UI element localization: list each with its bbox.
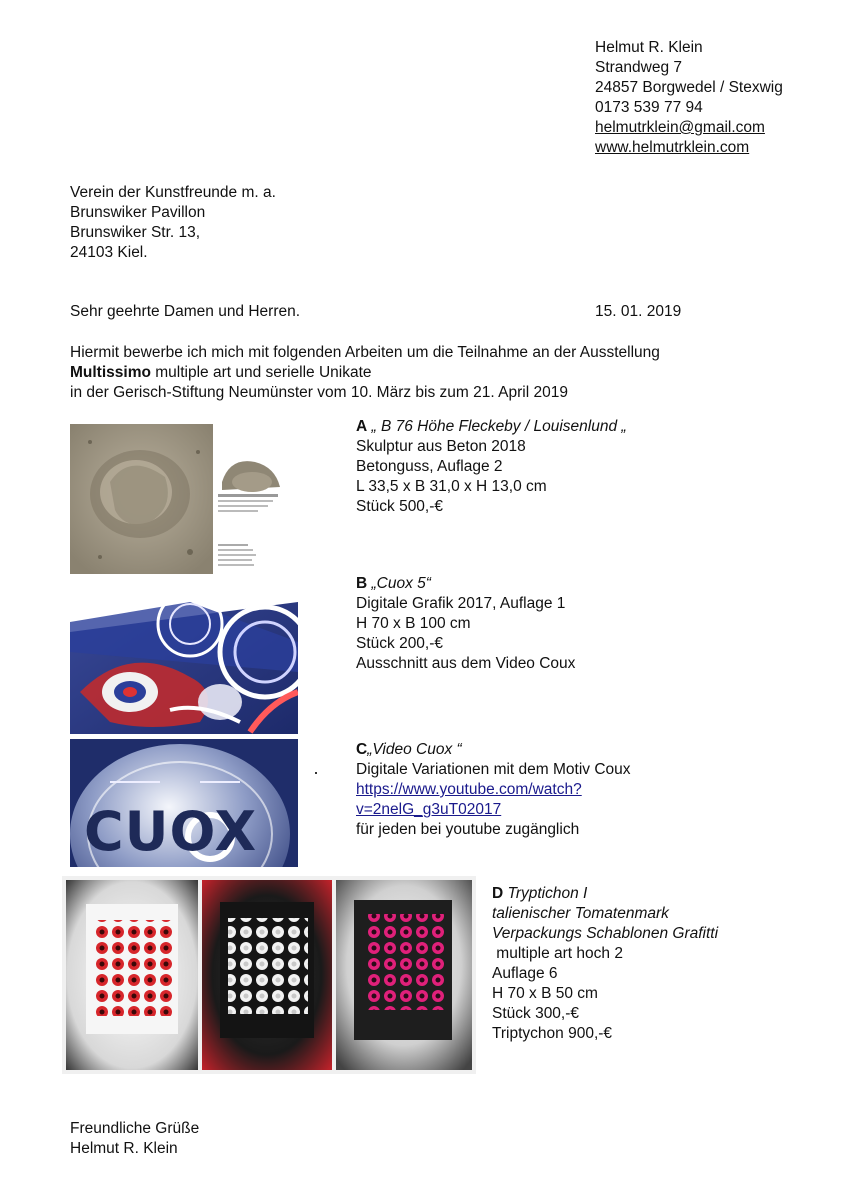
- work-c-letter: C: [356, 741, 368, 758]
- intro-line-1: Hiermit bewerbe ich mich mit folgenden Arbeiten um die Teilnahme an der Ausstellung: [70, 344, 660, 361]
- work-d-title: Tryptichon I: [503, 885, 588, 902]
- work-d-line-4: Auflage 6: [492, 965, 558, 982]
- work-d-triptych-graphic: [62, 876, 476, 1074]
- sender-street: Strandweg 7: [595, 59, 683, 76]
- work-a-image: [70, 422, 298, 577]
- work-b-description: [356, 574, 575, 674]
- work-b-line-3: Stück 200,-€: [356, 635, 444, 652]
- work-b-graphic: [70, 582, 298, 734]
- work-a-title: „ B 76 Höhe Fleckeby / Louisenlund „: [367, 418, 627, 435]
- work-a-letter: A: [356, 418, 368, 435]
- exhibition-title: Multissimo: [70, 364, 151, 381]
- intro-paragraph: [70, 343, 660, 403]
- work-c-youtube-link-part-2[interactable]: v=2nelG_g3uT02017: [356, 801, 502, 818]
- work-a-line-1: Skulptur aus Beton 2018: [356, 438, 526, 455]
- recipient-line-2: Brunswiker Pavillon: [70, 204, 206, 221]
- work-d-line-2: Verpackungs Schablonen Grafitti: [492, 925, 719, 942]
- recipient-address: [70, 183, 276, 263]
- work-b-line-4: Ausschnitt aus dem Video Coux: [356, 655, 576, 672]
- work-a-description: [356, 417, 627, 517]
- work-c-line-2: für jeden bei youtube zugänglich: [356, 821, 580, 838]
- intro-line-2: [70, 363, 660, 383]
- work-c-image: [70, 739, 298, 867]
- work-d-description: [492, 884, 718, 1044]
- work-d-letter: D: [492, 885, 504, 902]
- work-a-heading: [356, 417, 627, 437]
- closing-greeting: Freundliche Grüße: [70, 1120, 200, 1137]
- work-c-heading: [356, 740, 631, 760]
- recipient-line-1: Verein der Kunstfreunde m. a.: [70, 184, 276, 201]
- closing-name: Helmut R. Klein: [70, 1140, 178, 1157]
- work-d-line-5: H 70 x B 50 cm: [492, 985, 598, 1002]
- work-b-line-1: Digitale Grafik 2017, Auflage 1: [356, 595, 566, 612]
- work-c-youtube-link-part-1[interactable]: https://www.youtube.com/watch?: [356, 781, 582, 798]
- work-a-line-3: L 33,5 x B 31,0 x H 13,0 cm: [356, 478, 547, 495]
- work-b-image: [70, 582, 298, 734]
- sender-phone: 0173 539 77 94: [595, 99, 703, 116]
- work-b-heading: [356, 574, 575, 594]
- letter-date: 15. 01. 2019: [595, 303, 682, 320]
- work-c-description: [356, 740, 631, 840]
- work-b-letter: B: [356, 575, 368, 592]
- sender-address: [595, 38, 783, 158]
- work-a-line-2: Betonguss, Auflage 2: [356, 458, 503, 475]
- exhibition-subtitle: multiple art und serielle Unikate: [150, 364, 372, 381]
- closing: [70, 1119, 199, 1159]
- work-c-poster-word: CUOX: [84, 800, 258, 863]
- work-d-image: [62, 876, 476, 1074]
- work-a-line-4: Stück 500,-€: [356, 498, 444, 515]
- stray-dot: [315, 772, 317, 774]
- intro-line-3: in der Gerisch-Stiftung Neumünster vom 10. März bis zum 21. April 2019: [70, 384, 568, 401]
- work-b-line-2: H 70 x B 100 cm: [356, 615, 471, 632]
- work-a-sculpture-graphic: [70, 422, 298, 577]
- recipient-line-4: 24103 Kiel.: [70, 244, 148, 261]
- work-d-heading: [492, 884, 718, 904]
- sender-name: Helmut R. Klein: [595, 39, 703, 56]
- work-d-line-6: Stück 300,-€: [492, 1005, 580, 1022]
- sender-website-link[interactable]: www.helmutrklein.com: [595, 139, 750, 156]
- sender-email-link[interactable]: helmutrklein@gmail.com: [595, 119, 765, 136]
- work-c-line-1: Digitale Variationen mit dem Motiv Coux: [356, 761, 631, 778]
- work-d-line-7: Triptychon 900,-€: [492, 1025, 613, 1042]
- work-b-title: „Cuox 5“: [367, 575, 431, 592]
- work-d-line-1: talienischer Tomatenmark: [492, 905, 669, 922]
- recipient-line-3: Brunswiker Str. 13,: [70, 224, 201, 241]
- sender-city: 24857 Borgwedel / Stexwig: [595, 79, 783, 96]
- work-d-line-3: multiple art hoch 2: [492, 945, 623, 962]
- work-c-title: „Video Cuox “: [367, 741, 462, 758]
- salutation: Sehr geehrte Damen und Herren.: [70, 303, 301, 320]
